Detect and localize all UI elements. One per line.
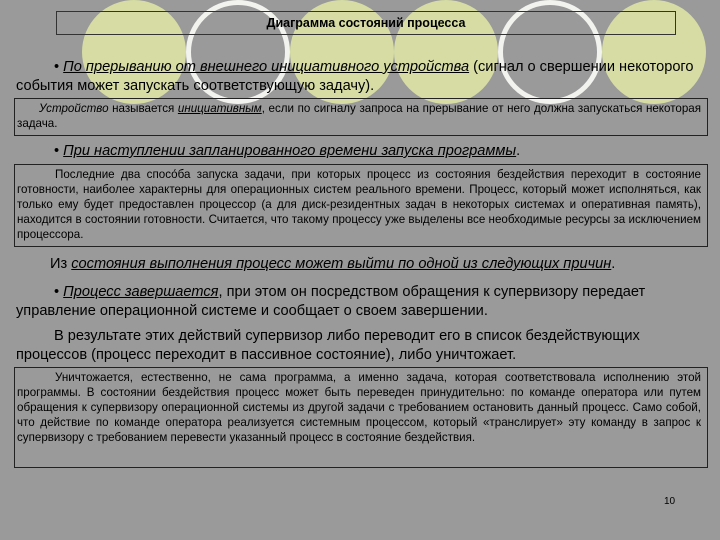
- termination-box: Уничтожается, естественно, не сама программа, а именно задача, которая соответствовала исполнению этой программы. В состоянии бездействия процесс может быть переведен принудительно: по команде оператора или путем обращения к супервизору операционной системы из другой задачи с требованием остановить данный процесс. Само собой, что действие по команде оператора реализуется системным процессом, который «транслирует» эту команду в запрос к супервизору с требованием перевести указанный процесс в состояние бездействия.: [14, 367, 708, 468]
- paragraph-scheduled: [16, 142, 706, 161]
- readiness-box: Последние два спосо́ба запуска задачи, при которых процесс из состояния бездействия переходит в состояние готовности, наиболее характерны для операционных систем реального времени. Процесс, который может исполняться, как только ему будет предоставлен процессор (а для диск-резидентных задач в некоторых системах и оперативная память), находится в состоянии готовности. Считается, что такому процессу уже выделены все необходимые ресурсы за исключением процессора.: [14, 164, 708, 247]
- paragraph-process-ends: [16, 283, 706, 320]
- term-initiative: инициативным: [177, 102, 262, 115]
- definition-box-initiative: [14, 98, 708, 136]
- paragraph-supervisor: В результате этих действий супервизор либо переводит его в список бездействующих процессов (процесс переходит в пассивное состояние), либо уничтожает.: [16, 328, 640, 363]
- bullet: •: [54, 59, 64, 75]
- paragraph-exit-reasons: [16, 255, 706, 274]
- process-ends-link[interactable]: Процесс завершается: [63, 284, 219, 300]
- page-number: 10: [664, 496, 676, 507]
- paragraph-rest: .: [611, 256, 616, 272]
- slide-title: Диаграмма состояний процесса: [56, 11, 676, 35]
- paragraph-rest: , при этом он посредством обращения к супервизору передает управление операционной системе и сообщает о своем завершении.: [16, 284, 646, 319]
- box-text: называется: [108, 102, 178, 115]
- bullet: •: [54, 284, 64, 300]
- paragraph-rest: .: [516, 143, 521, 159]
- bullet: •: [54, 143, 64, 159]
- box-text: , если по сигналу запроса на прерывание от него должна запускаться некоторая задача.: [17, 102, 701, 131]
- exit-reasons-link[interactable]: состояния выполнения процесс может выйти по одной из следующих причин: [71, 256, 612, 272]
- paragraph-interrupt: [16, 58, 706, 95]
- paragraph-rest: (сигнал о свершении некоторого события может запускать соответствующую задачу).: [16, 59, 694, 94]
- interrupt-link[interactable]: По прерыванию от внешнего инициативного устройства: [63, 59, 470, 75]
- term-device: Устройство: [39, 102, 109, 115]
- paragraph-pre: Из: [50, 256, 72, 272]
- scheduled-time-link[interactable]: При наступлении запланированного времени запуска программы: [63, 143, 517, 159]
